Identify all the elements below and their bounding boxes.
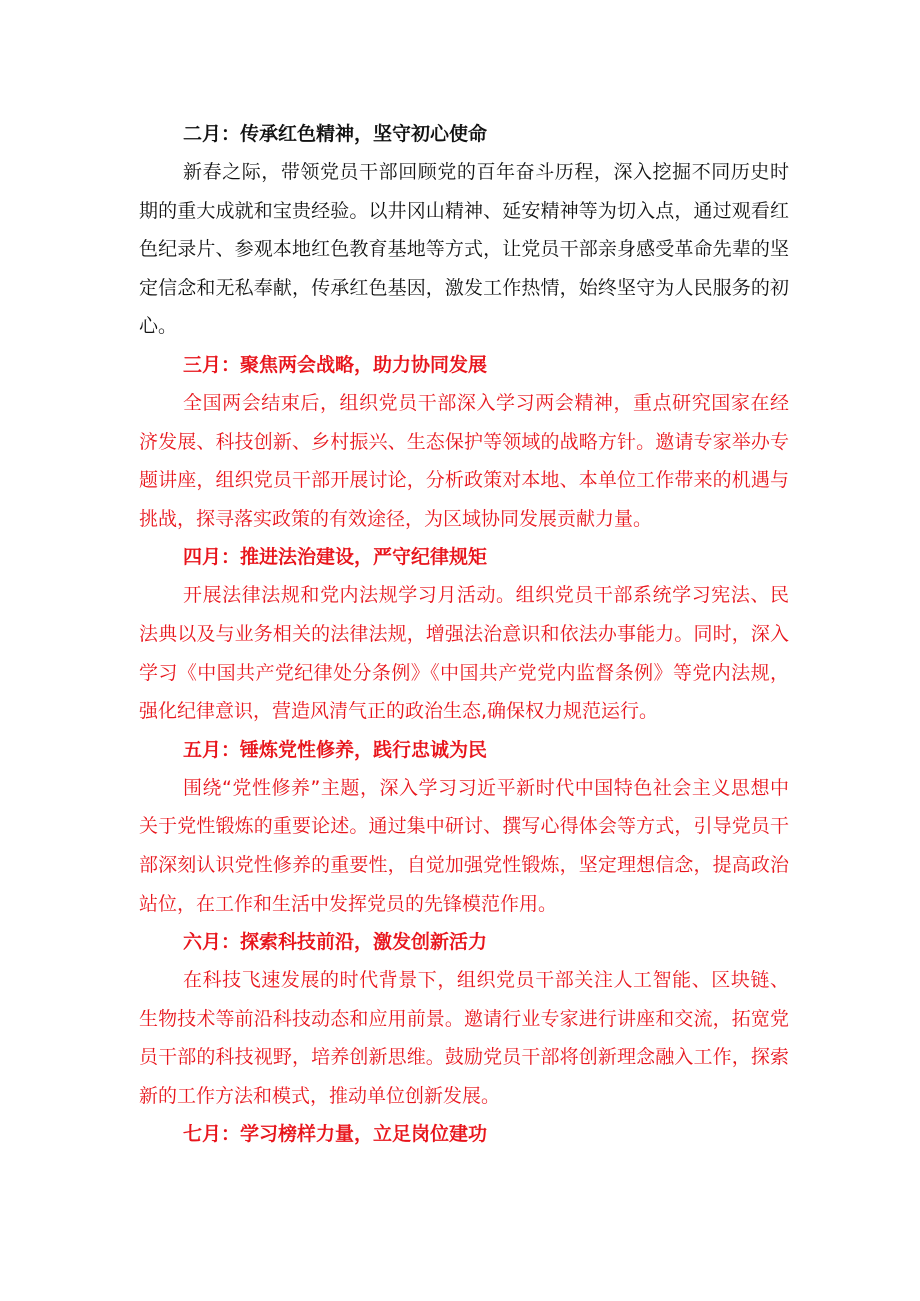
section-body-may: 围绕“党性修养”主题，深入学习习近平新时代中国特色社会主义思想中关于党性锻炼的重要论述。通过集中研讨、撰写心得体会等方式，引导党员干部深刻认识党性修养的重要性，自觉加强党性锻炼，坚定理想信念，提高政治站位，在工作和生活中发挥党员的先锋模范作用。 [139, 776, 789, 915]
section-heading-february: 二月：传承红色精神，坚守初心使命 [183, 123, 488, 145]
section-body-march: 全国两会结束后，组织党员干部深入学习两会精神，重点研究国家在经济发展、科技创新、乡村振兴、生态保护等领域的战略方针。邀请专家举办专题讲座，组织党员干部开展讨论，分析政策对本地、本单位工作带来的机遇与挑战，探寻落实政策的有效途径，为区域协同发展贡献力量。 [139, 391, 789, 530]
section-body-june: 在科技飞速发展的时代背景下，组织党员干部关注人工智能、区块链、生物技术等前沿科技动态和应用前景。邀请行业专家进行讲座和交流，拓宽党员干部的科技视野，培养创新思维。鼓励党员干部将创新理念融入工作，探索新的工作方法和模式，推动单位创新发展。 [139, 969, 789, 1107]
section-heading-may: 五月：锤炼党性修养，践行忠诚为民 [183, 738, 488, 761]
section-heading-june: 六月：探索科技前沿，激发创新活力 [183, 931, 488, 954]
document-content [139, 115, 789, 1153]
section-heading-july: 七月：学习榜样力量，立足岗位建功 [183, 1123, 488, 1146]
section-heading-april: 四月：推进法治建设，严守纪律规矩 [183, 546, 488, 569]
section-body-february: 新春之际，带领党员干部回顾党的百年奋斗历程，深入挖掘不同历史时期的重大成就和宝贵经验。以井冈山精神、延安精神等为切入点，通过观看红色纪录片、参观本地红色教育基地等方式，让党员干部亲身感受革命先辈的坚定信念和无私奉献，传承红色基因，激发工作热情，始终坚守为人民服务的初心。 [139, 161, 789, 338]
section-body-april: 开展法律法规和党内法规学习月活动。组织党员干部系统学习宪法、民法典以及与业务相关的法律法规，增强法治意识和依法办事能力。同时，深入学习《中国共产党纪律处分条例》《中国共产党党内监督条例》等党内法规，强化纪律意识，营造风清气正的政治生态,确保权力规范运行。 [139, 584, 789, 723]
section-heading-march: 三月：聚焦两会战略，助力协同发展 [183, 353, 488, 376]
